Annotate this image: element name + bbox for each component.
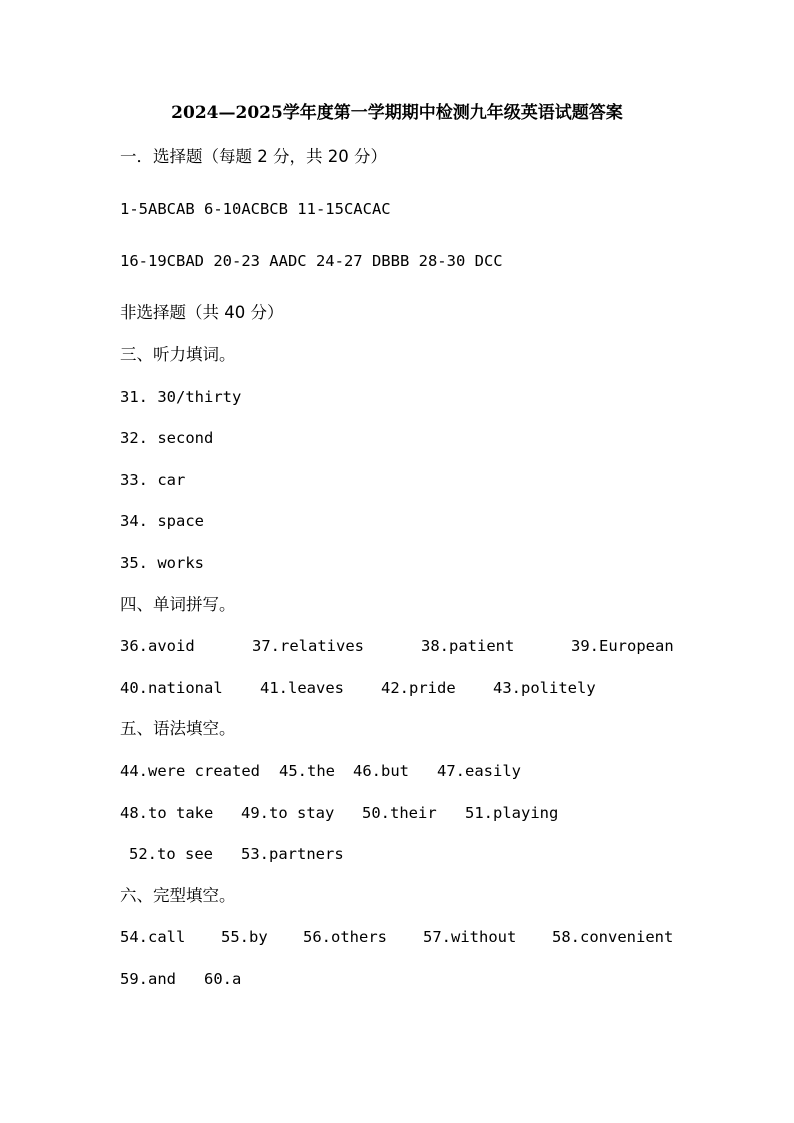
section-1-answers-row-2: 16-19CBAD 20-23 AADC 24-27 DBBB 28-30 DCC bbox=[120, 252, 503, 270]
section-6-heading: 六、完型填空。 bbox=[120, 886, 236, 905]
section-4-heading: 四、单词拼写。 bbox=[120, 595, 236, 614]
cloze-answer: 56.others bbox=[303, 928, 387, 946]
grammar-answer: 46.but bbox=[353, 762, 409, 780]
cloze-answer: 60.a bbox=[204, 970, 242, 988]
section-1-answers-row-1: 1-5ABCAB 6-10ACBCB 11-15CACAC bbox=[120, 200, 391, 218]
spelling-answer: 43.politely bbox=[493, 679, 596, 697]
cloze-answer: 59.and bbox=[120, 970, 176, 988]
listening-answer: 31. 30/thirty bbox=[120, 388, 242, 406]
cloze-answer: 55.by bbox=[221, 928, 268, 946]
cloze-answer: 58.convenient bbox=[552, 928, 674, 946]
grammar-answer: 49.to stay bbox=[241, 804, 335, 822]
grammar-answer: 44.were created bbox=[120, 762, 260, 780]
listening-answer: 32. second bbox=[120, 429, 214, 447]
grammar-answer: 53.partners bbox=[241, 845, 344, 863]
spelling-answer: 42.pride bbox=[381, 679, 456, 697]
grammar-answer: 51.playing bbox=[465, 804, 559, 822]
listening-answer: 35. works bbox=[120, 554, 204, 572]
grammar-answer: 48.to take bbox=[120, 804, 214, 822]
non-choice-heading: 非选择题（共 40 分） bbox=[120, 303, 284, 322]
cloze-answer: 54.call bbox=[120, 928, 186, 946]
page-title: 2024—2025学年度第一学期期中检测九年级英语试题答案 bbox=[171, 103, 623, 123]
cloze-answer: 57.without bbox=[423, 928, 517, 946]
listening-answer: 33. car bbox=[120, 471, 186, 489]
listening-answer: 34. space bbox=[120, 512, 204, 530]
grammar-answer: 47.easily bbox=[437, 762, 521, 780]
section-3-heading: 三、听力填词。 bbox=[120, 345, 236, 364]
spelling-answer: 39.European bbox=[571, 637, 674, 655]
spelling-answer: 41.leaves bbox=[260, 679, 344, 697]
section-1-heading: 一．选择题（每题 2 分，共 20 分） bbox=[120, 147, 387, 166]
spelling-answer: 38.patient bbox=[421, 637, 515, 655]
spelling-answer: 40.national bbox=[120, 679, 223, 697]
grammar-answer: 50.their bbox=[362, 804, 437, 822]
section-5-heading: 五、语法填空。 bbox=[120, 719, 236, 738]
spelling-answer: 37.relatives bbox=[252, 637, 364, 655]
spelling-answer: 36.avoid bbox=[120, 637, 195, 655]
grammar-answer: 45.the bbox=[279, 762, 335, 780]
grammar-answer: 52.to see bbox=[129, 845, 213, 863]
